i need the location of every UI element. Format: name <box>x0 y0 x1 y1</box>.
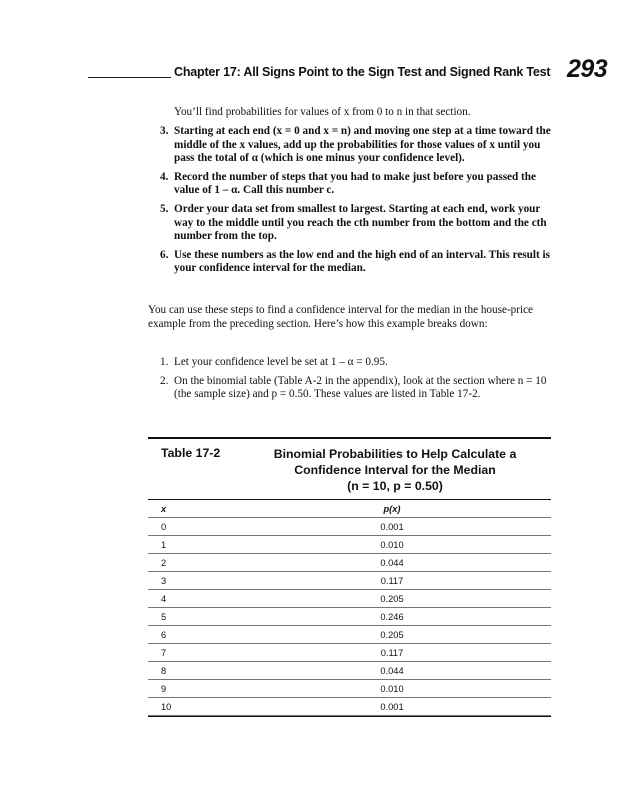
cell-p: 0.117 <box>380 576 404 586</box>
example-step-text: Let your confidence level be set at 1 – α = 0.95. <box>174 356 388 368</box>
example-steps <box>148 356 548 407</box>
cell-x: 2 <box>161 558 167 568</box>
step-item <box>148 171 558 198</box>
step-item <box>148 203 558 244</box>
page-number: 293 <box>567 55 608 83</box>
table-row <box>148 662 551 680</box>
table-title-line: Binomial Probabilities to Help Calculate a <box>273 447 517 461</box>
step-text: Starting at each end (x = 0 and x = n) and moving one step at a time toward the middle of the x values, add up the probabilities for those values of x until you pass the total of α (which is one minus your confidence level). <box>174 125 551 165</box>
table-row <box>148 680 551 698</box>
table-title <box>248 446 542 494</box>
header-rule <box>88 77 171 78</box>
table-row <box>148 518 551 536</box>
step-number: 3. <box>160 125 169 137</box>
step-item <box>148 249 558 276</box>
table-row <box>148 554 551 572</box>
example-step-number: 2. <box>160 374 169 387</box>
table-row <box>148 698 551 716</box>
example-step-text: On the binomial table (Table A-2 in the appendix), look at the section where n = 10 (the sample size) and p = 0.50. These values are listed in Table 17-2. <box>174 374 547 401</box>
cell-x: 1 <box>161 540 167 550</box>
table-row <box>148 644 551 662</box>
table-row <box>148 572 551 590</box>
cell-x: 3 <box>161 576 167 586</box>
step-text: Record the number of steps that you had to make just before you passed the value of 1 – α. Call this number c. <box>174 170 536 197</box>
cell-p: 0.001 <box>380 522 404 532</box>
table-row <box>148 590 551 608</box>
table-label: Table 17-2 <box>161 446 221 460</box>
table-header-row <box>148 500 551 518</box>
column-header-x: x <box>161 504 167 514</box>
step-number: 4. <box>160 170 169 183</box>
cell-p: 0.010 <box>380 684 404 694</box>
cell-x: 5 <box>161 612 167 622</box>
cell-x: 4 <box>161 594 167 604</box>
cell-p: 0.044 <box>380 666 404 676</box>
example-step-item <box>148 375 548 402</box>
cell-p: 0.001 <box>380 702 404 712</box>
cell-p: 0.205 <box>380 630 404 640</box>
cell-x: 10 <box>161 702 172 712</box>
step-text: Order your data set from smallest to largest. Starting at each end, work your way to the middle until you reach the cth number from the bottom and the cth number from the top. <box>174 202 547 243</box>
numbered-steps <box>148 125 558 281</box>
cell-p: 0.205 <box>380 594 404 604</box>
cell-x: 8 <box>161 666 167 676</box>
cell-p: 0.246 <box>380 612 404 622</box>
table-caption <box>148 439 551 499</box>
table-row <box>148 608 551 626</box>
table-row <box>148 626 551 644</box>
binomial-table <box>148 437 551 717</box>
cell-x: 6 <box>161 630 167 640</box>
table-title-line: Confidence Interval for the Median <box>294 463 496 477</box>
intro-line: You’ll find probabilities for values of x from 0 to n in that section. <box>174 106 471 118</box>
cell-p: 0.117 <box>380 648 404 658</box>
table-row <box>148 536 551 554</box>
step-number: 5. <box>160 202 169 215</box>
cell-x: 9 <box>161 684 167 694</box>
table-title-line: (n = 10, p = 0.50) <box>347 479 443 493</box>
step-text: Use these numbers as the low end and the high end of an interval. This result is your confidence interval for the median. <box>174 248 550 275</box>
example-step-item <box>148 356 548 370</box>
chapter-title: Chapter 17: All Signs Point to the Sign Test and Signed Rank Test <box>174 65 551 79</box>
cell-x: 7 <box>161 648 167 658</box>
example-step-number: 1. <box>160 356 169 368</box>
column-header-p: p(x) <box>383 504 401 514</box>
cell-x: 0 <box>161 522 167 532</box>
step-number: 6. <box>160 248 169 261</box>
body-paragraph: You can use these steps to find a confidence interval for the median in the house-price example from the preceding section. Here’s how this example breaks down: <box>148 304 534 330</box>
cell-p: 0.044 <box>380 558 404 568</box>
cell-p: 0.010 <box>380 540 404 550</box>
step-item <box>148 125 558 166</box>
